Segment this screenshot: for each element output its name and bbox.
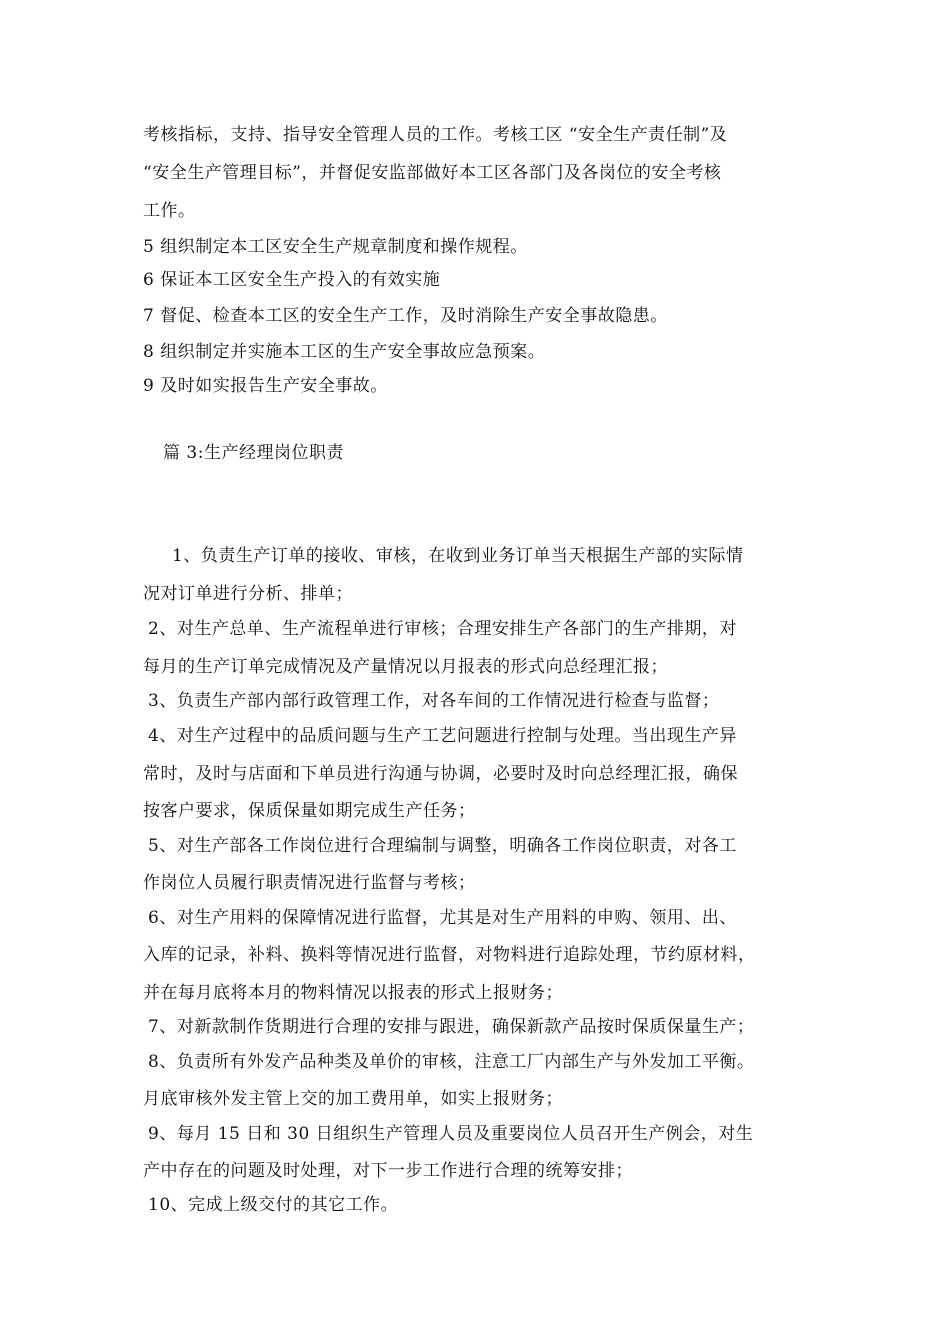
text-line: “安全生产管理目标”，并督促安监部做好本工区各部门及各岗位的安全考核 — [143, 163, 722, 183]
text-line: 8 组织制定并实施本工区的生产安全事故应急预案。 — [143, 342, 546, 362]
text-line: 4、对生产过程中的品质问题与生产工艺问题进行控制与处理。当出现生产异 — [148, 726, 737, 746]
text-line: 工作。 — [143, 201, 196, 221]
text-line: 月底审核外发主管上交的加工费用单，如实上报财务； — [143, 1089, 563, 1109]
text-line: 2、对生产总单、生产流程单进行审核；合理安排生产各部门的生产排期，对 — [148, 619, 737, 639]
text-line: 5 组织制定本工区安全生产规章制度和操作规程。 — [143, 237, 528, 257]
text-line: 考核指标，支持、指导安全管理人员的工作。考核工区 “安全生产责任制”及 — [143, 125, 728, 145]
text-line: 6 保证本工区安全生产投入的有效实施 — [143, 270, 441, 290]
text-line: 常时，及时与店面和下单员进行沟通与协调，必要时及时向总经理汇报，确保 — [143, 764, 738, 784]
text-line: 6、对生产用料的保障情况进行监督，尤其是对生产用料的申购、领用、出、 — [148, 908, 737, 928]
text-line: 按客户要求，保质保量如期完成生产任务； — [143, 801, 476, 821]
text-line: 并在每月底将本月的物料情况以报表的形式上报财务； — [143, 983, 563, 1003]
section-heading: 篇 3:生产经理岗位职责 — [163, 443, 344, 463]
text-line: 8、负责所有外发产品种类及单价的审核，注意工厂内部生产与外发加工平衡。 — [148, 1052, 755, 1072]
text-line: 9 及时如实报告生产安全事故。 — [143, 376, 388, 396]
text-line: 9、每月 15 日和 30 日组织生产管理人员及重要岗位人员召开生产例会，对生 — [148, 1124, 754, 1144]
text-line: 况对订单进行分析、排单； — [143, 584, 353, 604]
text-line: 7、对新款制作货期进行合理的安排与跟进，确保新款产品按时保质保量生产； — [148, 1017, 755, 1037]
text-line: 7 督促、检查本工区的安全生产工作，及时消除生产安全事故隐患。 — [143, 306, 668, 326]
text-line: 每月的生产订单完成情况及产量情况以月报表的形式向总经理汇报； — [143, 657, 668, 677]
text-line: 产中存在的问题及时处理，对下一步工作进行合理的统筹安排； — [143, 1161, 633, 1181]
text-line: 5、对生产部各工作岗位进行合理编制与调整，明确各工作岗位职责，对各工 — [148, 836, 737, 856]
text-line: 1、负责生产订单的接收、审核，在收到业务订单当天根据生产部的实际情 — [172, 546, 744, 566]
text-line: 3、负责生产部内部行政管理工作，对各车间的工作情况进行检查与监督； — [148, 691, 720, 711]
text-line: 入库的记录，补料、换料等情况进行监督，对物料进行追踪处理，节约原材料， — [143, 945, 756, 965]
text-line: 10、完成上级交付的其它工作。 — [148, 1195, 399, 1215]
text-line: 作岗位人员履行职责情况进行监督与考核； — [143, 873, 476, 893]
